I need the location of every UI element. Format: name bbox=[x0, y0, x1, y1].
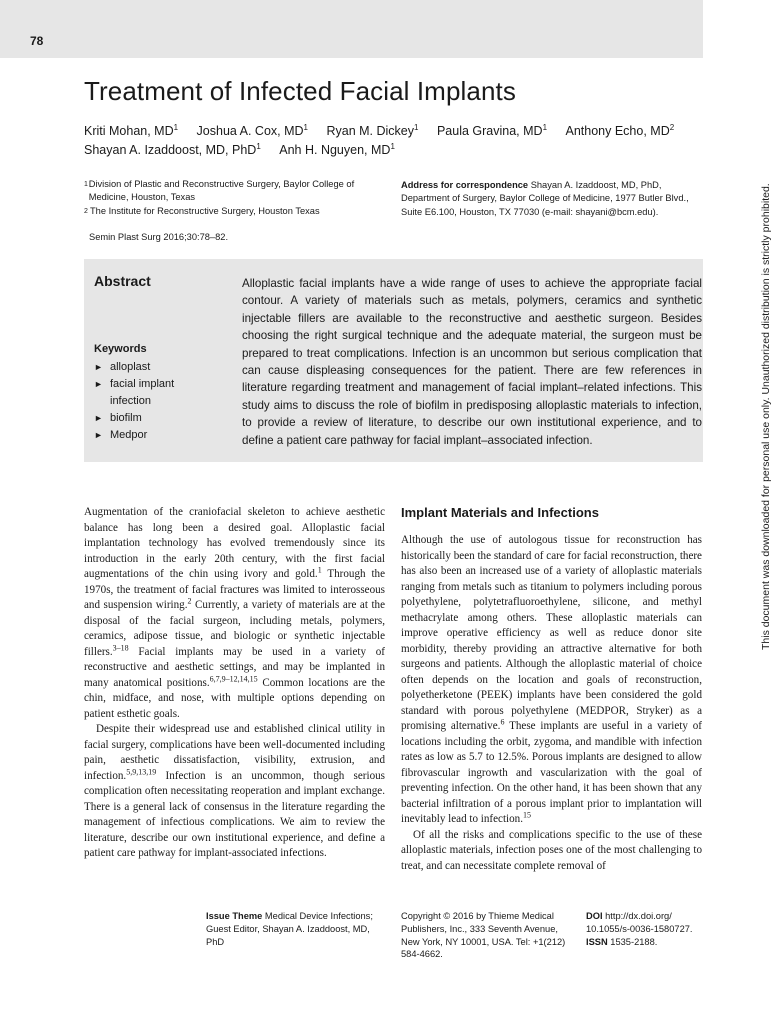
header-band bbox=[0, 0, 703, 58]
keyword-item: ► Medpor bbox=[94, 427, 205, 444]
citation: Semin Plast Surg 2016;30:78–82. bbox=[89, 232, 229, 242]
paragraph: Augmentation of the craniofacial skeleton to achieve aesthetic balance has long been a desired goal. Alloplastic facial implantation technology has evolved tremendously since its introduction in the early 20th century, with the first facial augmentations of the chin using ivory and gold.$^1$ Through the 1970s, the treatment of facial fractures was limited to interosseous and suspension wiring.$^2$ Currently, a variety of materials are at the disposal of the facial surgeon, including metals, polymers, ceramics, adipose tissue, and biologic or synthetic injectable fillers.$^{3-18}$ Facial implants may be used in a variety of reconstructive and aesthetic settings, and may be implanted in many anatomical positions.$^{6,7,9-12,14,15}$ Common locations are the chin, midface, and nose, with multiple options depending on patient esthetic goals. bbox=[84, 506, 385, 720]
issue-theme: Issue Theme Medical Device Infections; Guest Editor, Shayan A. Izaddoost, MD, PhD bbox=[206, 911, 373, 947]
author: Joshua A. Cox, $MD^1$ bbox=[196, 122, 308, 138]
keywords-heading: Keywords bbox=[94, 343, 147, 355]
author: Anthony Echo, $MD^2$ bbox=[565, 122, 675, 138]
affiliations bbox=[84, 178, 384, 218]
abstract-text: Alloplastic facial implants have a wide range of uses to achieve the appropriate facial contour. A variety of materials such as metals, polymers, ceramics and synthetic injectable fillers are available to the reconstructive and aesthetic surgeon. Besides choosing the right surgical technique and the adequate material, the surgeon must be prepared to treat complications. Infection is an uncommon but serious complication that can cause displeasing consequences for the patient. There are few references in literature regarding treatment and management of facial implant–related infections. This study aims to discuss the role of biofilm in predisposing alloplastic materials to infection, to provide a review of literature, to describe our own institutional experience, and to define a patient care pathway for facial implant–associated infection. bbox=[242, 277, 702, 447]
arrow-icon: ► bbox=[94, 379, 103, 389]
page-number: 78 bbox=[30, 34, 44, 48]
arrow-icon: ► bbox=[94, 430, 103, 440]
copyright: Copyright © 2016 by Thieme Medical Publishers, Inc., 333 Seventh Avenue, New York, NY 10001, USA. Tel: +1(212) 584-4662. bbox=[401, 911, 566, 960]
section-heading: Implant Materials and Infections bbox=[401, 505, 599, 520]
affiliation: 2 The Institute for Reconstructive Surgery, Houston Texas bbox=[84, 205, 320, 216]
arrow-icon: ► bbox=[94, 413, 103, 423]
author-list bbox=[84, 122, 704, 160]
author: Shayan A. Izaddoost, MD, PhD$^1$ bbox=[84, 141, 261, 157]
arrow-icon: ► bbox=[94, 362, 103, 372]
abstract-box bbox=[84, 259, 703, 462]
correspondence: Address for correspondence Shayan A. Izaddoost, MD, PhD, Department of Surgery, Baylor College of Medicine, 1977 Butler Blvd., Suite E6.100, Houston, TX 77030 (e-mail: shayani@bcm.edu). bbox=[401, 180, 689, 217]
paragraph: Of all the risks and complications specific to the use of these alloplastic materials, infection poses one of the most challenging to treat, and can necessitate complete removal of bbox=[401, 828, 702, 872]
author: Paula Gravina, $MD^1$ bbox=[436, 122, 548, 138]
download-notice: This document was downloaded for personal use only. Unauthorized distribution is strictly prohibited. bbox=[760, 183, 772, 650]
keyword-item: ► biofilm bbox=[94, 410, 205, 427]
body-left-column bbox=[84, 505, 385, 862]
doi-issn: DOI http://dx.doi.org/ 10.1055/s-0036-1580727. ISSN 1535-2188. bbox=[586, 911, 693, 947]
keyword-list bbox=[94, 359, 205, 444]
author: Kriti Mohan, $MD^1$ bbox=[84, 122, 179, 138]
paragraph: Although the use of autologous tissue for reconstruction has historically been the standard of care for facial reconstruction, there has also been an increased use of a variety of alloplastic materials ranging from metals such as titanium to polymers including porous polyethylene, polytetrafluoroethylene, silicone, and methyl methacrylate among others. These alloplastic materials can improve operative efficiency as well as reduce donor site morbidity, thereby providing an attractive alternative for both surgeons and patients. Although the alloplastic material of choice often depends on the location and goals of reconstruction, polyetherketone (PEEK) implants have been considered the gold standard with porous polyethylene (MEDPOR, Stryker) as a promising alternative.$^6$ These implants are useful in a variety of locations including the orbit, zygoma, and mandible with infection rates as low as 5.7 to 12.5%. Porous implants are designed to allow fibrovascular ingrowth and vascularization with the goal of preventing infection. On the other hand, it has been shown that any bacterial infiltration of a porous implant prior to implantation will inevitably lead to infection.$^{15}$ bbox=[401, 534, 702, 825]
author: Ryan M. Dickey$^1$ bbox=[326, 122, 419, 138]
affiliation: 1 Division of Plastic and Reconstructive Surgery, Baylor College of Medicine, Houston, Texas bbox=[84, 179, 355, 203]
paragraph: Despite their widespread use and established clinical utility in facial surgery, complications have been well-documented including pain, aesthetic dissatisfaction, visibility, extrusion, and infection.$^{5,9,13,19}$ Infection is an uncommon, though serious complication often necessitating reoperation and implant exchange. There is a general lack of consensus in the literature regarding the management of infectious complications. We aim to review the literature, describe our own institutional experience, and define a patient care pathway for implant-associated infections. bbox=[84, 723, 385, 859]
body-right-column bbox=[401, 533, 702, 874]
keyword-item: ► alloplast bbox=[94, 359, 205, 376]
keyword-item: ► facial implant infection bbox=[94, 376, 205, 410]
article-title: Treatment of Infected Facial Implants bbox=[84, 76, 516, 106]
abstract-heading: Abstract bbox=[94, 273, 151, 289]
author: Anh H. Nguyen, $MD^1$ bbox=[279, 141, 395, 157]
